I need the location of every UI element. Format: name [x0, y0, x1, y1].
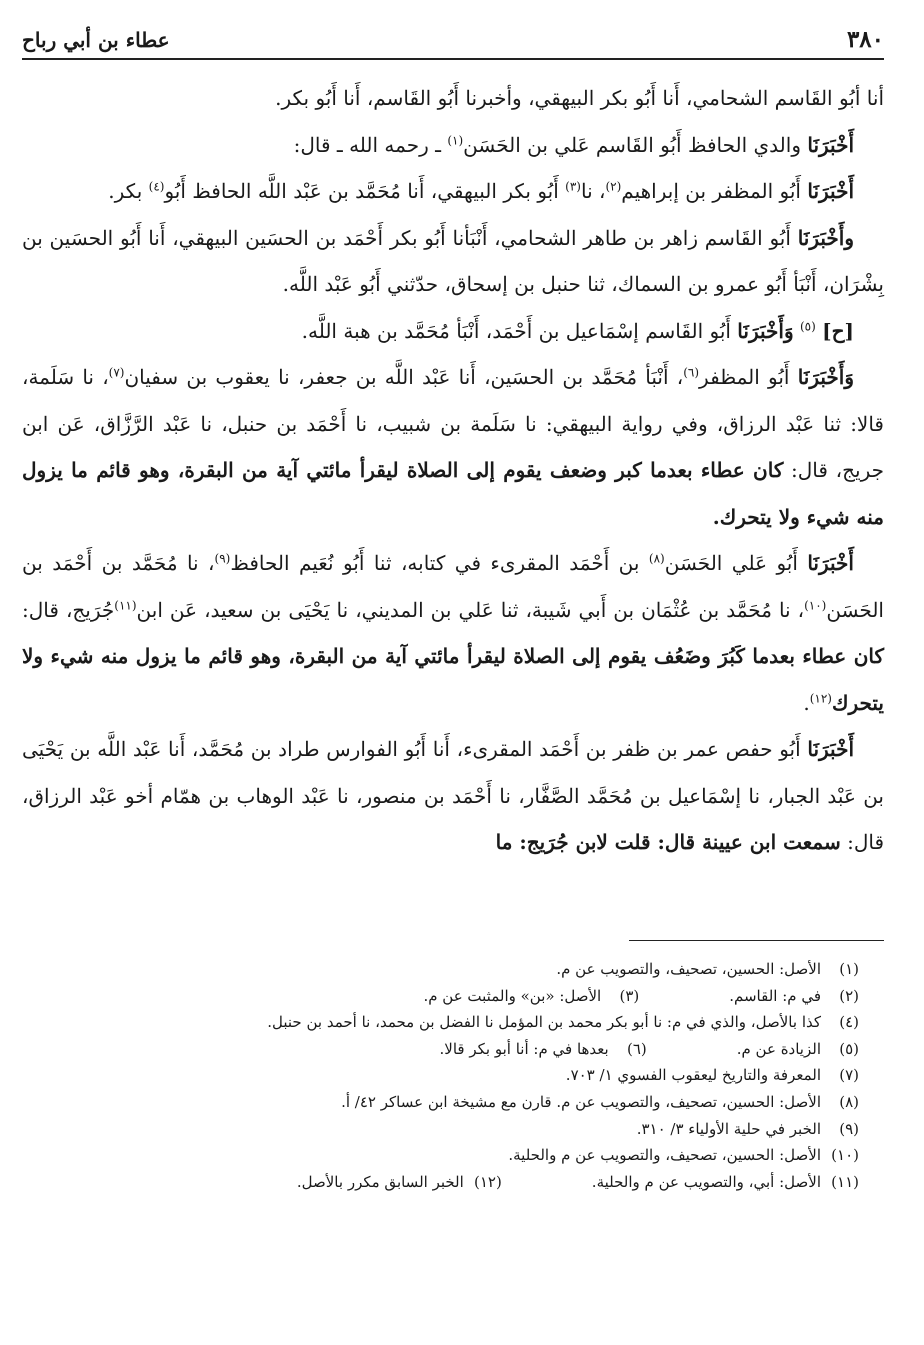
footnote-text: الخبر في حلية الأولياء ٣/ ٣١٠. [636, 1119, 821, 1138]
footnotes [60, 956, 859, 1195]
highlighted-text: أَخْبَرَنَا [807, 551, 854, 575]
footnote-ref: (٦) [683, 365, 700, 380]
footnote-text: الزيادة عن م. [736, 1039, 821, 1058]
text-run: أَبُو عَلي الحَسَن [664, 551, 808, 575]
footnote-divider [629, 940, 884, 941]
footnote-ref: (٩) [214, 551, 231, 566]
footnote-ref: (٢) [605, 179, 622, 194]
highlighted-text: أَخْبَرَنَا [807, 179, 854, 203]
paragraph [22, 354, 884, 540]
main-text [22, 75, 884, 866]
footnote [297, 1169, 502, 1196]
footnote-text: الأصل: الحسين، تصحيف، والتصويب عن م والحلية. [508, 1146, 821, 1165]
highlighted-text: سمعت ابن عيينة قال: قلت لابن جُرَيج: ما [495, 830, 841, 854]
footnote-row [60, 1169, 859, 1196]
highlighted-text: أَخْبَرَنَا [807, 737, 854, 761]
highlighted-text: أَخْبَرَنَا [807, 132, 854, 157]
footnote-ref: (٣) [565, 179, 581, 194]
footnote-row [60, 1142, 859, 1169]
highlighted-text: [ح] [822, 318, 854, 343]
footnote [592, 1169, 859, 1196]
footnote-number: (٦) [626, 1039, 647, 1058]
text-run: ـ رحمه الله ـ قال: [293, 132, 448, 157]
text-run: جُرَيج، قال: [22, 597, 115, 622]
text-run: أَبُو المظفر [699, 365, 798, 389]
footnote-row [60, 1116, 859, 1143]
highlighted-text: وَأَخْبَرَنَا [797, 365, 855, 389]
text-run: أَبُو بكر البيهقي، أَنا مُحَمَّد بن عَبْد اللَّه الحافظ أَبُو [164, 179, 566, 203]
footnote [566, 1062, 859, 1089]
paragraph [22, 308, 884, 355]
footnote-row [60, 1009, 859, 1036]
highlighted-text: كان عطاء بعدما كبر وضعف يقوم إلى الصلاة ليقرأ مائتي آية من البقرة، وهو قائم ما يزول منه شيء ولا يتحرك. [22, 458, 884, 529]
text-run: بكر. [108, 179, 149, 203]
footnote [508, 1142, 859, 1169]
footnote-number: (١٢) [473, 1172, 502, 1191]
footnote-number: (١١) [831, 1172, 859, 1191]
footnote-ref: (٨) [648, 551, 665, 566]
footnote-text: الأصل: الحسين، تصحيف، والتصويب عن م. [556, 960, 821, 978]
footnote-row [60, 1036, 859, 1063]
footnote-number: (٥) [839, 1039, 859, 1058]
footnote-row [60, 1089, 859, 1116]
footnote-ref: (١١) [114, 597, 137, 612]
paragraph [22, 168, 884, 215]
paragraph [22, 215, 884, 308]
footnote-number: (٤) [839, 1013, 859, 1032]
footnote-ref: (٥) [799, 318, 816, 333]
footnote-row [60, 983, 859, 1010]
text-run: أَبُو القَاسم إسْمَاعيل بن أَحْمَد، أَنْبَأ مُحَمَّد بن هبة اللَّه. [301, 318, 738, 343]
footnote-row [60, 956, 859, 983]
footnote-row [60, 1062, 859, 1089]
text-run: أَبُو القَاسم زاهر بن طاهر الشحامي، أَنْبَأنا أَبُو بكر أَحْمَد بن الحسَين البيهقي، أَنا أَبُو الحسَين بن بِشْرَان، أَنْبَأ أَبُو عمرو بن السماك، ثنا حنبل بن إسحاق، حدّثني أَبُو عَبْد اللَّه. [22, 225, 884, 296]
footnote-number: (١) [839, 960, 859, 978]
footnote [737, 1036, 859, 1063]
footnote-number: (٨) [839, 1092, 859, 1111]
highlighted-text: وَأَخْبَرَنَا [737, 318, 794, 343]
paragraph [22, 75, 884, 122]
footnote-ref: (٤) [148, 179, 165, 194]
footnote [556, 956, 859, 983]
footnote-text: في م: القاسم. [729, 986, 821, 1005]
page-number: ٣٨٠ [846, 26, 884, 53]
text-run: . [803, 690, 810, 715]
footnote-ref: (١٢) [809, 690, 832, 705]
text-run: أَبُو المظفر بن إبراهيم [621, 179, 808, 203]
footnote-text: الأصل: الحسين، تصحيف، والتصويب عن م. قارن مع مشيخة ابن عساكر ٤٢/ أ. [341, 1092, 821, 1111]
paragraph [22, 726, 884, 866]
text-run: ، نا مُحَمَّد بن أَحْمَد بن الحَسَن [22, 551, 884, 622]
footnote-number: (١٠) [831, 1146, 859, 1165]
footnote-number: (٩) [839, 1119, 859, 1138]
footnote [637, 1116, 859, 1143]
text-run: أنا أبُو القَاسم الشحامي، أَنا أَبُو بكر البيهقي، وأخبرنا أَبُو القَاسم، أَنا أَبُو بكر. [275, 86, 884, 110]
footnote [341, 1089, 859, 1116]
footnote-ref: (١٠) [804, 597, 827, 612]
footnote-number: (٧) [839, 1066, 859, 1085]
footnote-text: الأصل: «بن» والمثبت عن م. [423, 986, 602, 1005]
footnote-text: بعدها في م: أنا أبو بكر قالا. [439, 1039, 609, 1058]
footnote-text: الأصل: أبي، والتصويب عن م والحلية. [591, 1172, 821, 1191]
running-title: عطاء بن أبي رباح [22, 28, 170, 52]
footnote [729, 983, 859, 1010]
footnote [423, 983, 639, 1010]
footnote-number: (٢) [839, 986, 859, 1005]
text-run: بن أَحْمَد المقرىء في كتابه، ثنا أَبُو نُعَيم الحافظ [230, 551, 649, 575]
footnote-number: (٣) [619, 986, 640, 1005]
page-header [22, 14, 884, 60]
highlighted-text: وأَخْبَرَنَا [797, 225, 854, 250]
text-run: ، نا سَلَمة، قالا: ثنا عَبْد الرزاق، وفي رواية البيهقي: نا سَلَمة بن شبيب، نا أَحْمَد بن حنبل، نا عَبْد الرَّزَّاق، عَن ابن جريج، قال: [22, 365, 884, 482]
footnote [440, 1036, 647, 1063]
footnote-text: المعرفة والتاريخ ليعقوب الفسوي ١/ ٧٠٣. [565, 1066, 821, 1085]
footnote-text: كذا بالأصل، والذي في م: نا أبو بكر محمد بن المؤمل نا الفضل بن محمد، نا أحمد بن حنبل. [267, 1013, 821, 1032]
highlighted-text: كان عطاء بعدما كَبُرَ وضَعُف يقوم إلى الصلاة ليقرأ مائتي آية من البقرة، وهو قائم ما يزول منه شيء ولا يتحرك [22, 644, 884, 715]
footnote [267, 1009, 859, 1036]
paragraph [22, 540, 884, 726]
text-run: ، نا مُحَمَّد بن عُثْمَان بن أَبي شَيبة، ثنا عَلي بن المديني، نا يَحْيَى بن سعيد، عَن ابن [136, 597, 805, 622]
text-run: ، نا [580, 179, 606, 203]
text-run: والدي الحافظ أَبُو القَاسم عَلي بن الحَسَن [463, 132, 808, 157]
paragraph [22, 122, 884, 169]
footnote-ref: (١) [447, 132, 464, 147]
footnote-text: الخبر السابق مكرر بالأصل. [296, 1172, 464, 1191]
text-run: أَبُو حفص عمر بن ظفر بن أَحْمَد المقرىء، أَنا أَبُو الفوارس طراد بن مُحَمَّد، أَنا عَبْد اللَّه بن يَحْيَى بن عَبْد الجبار، نا إسْمَاعيل بن مُحَمَّد الصَّفَّار، نا أَحْمَد بن منصور، نا عَبْد الوهاب بن همّام أخو عَبْد الرزاق، قال: [22, 737, 884, 854]
text-run: ، أَنْبَأ مُحَمَّد بن الحسَين، أَنا عَبْد اللَّه بن جعفر، نا يعقوب بن سفيان [124, 365, 684, 389]
footnote-ref: (٧) [108, 365, 125, 380]
